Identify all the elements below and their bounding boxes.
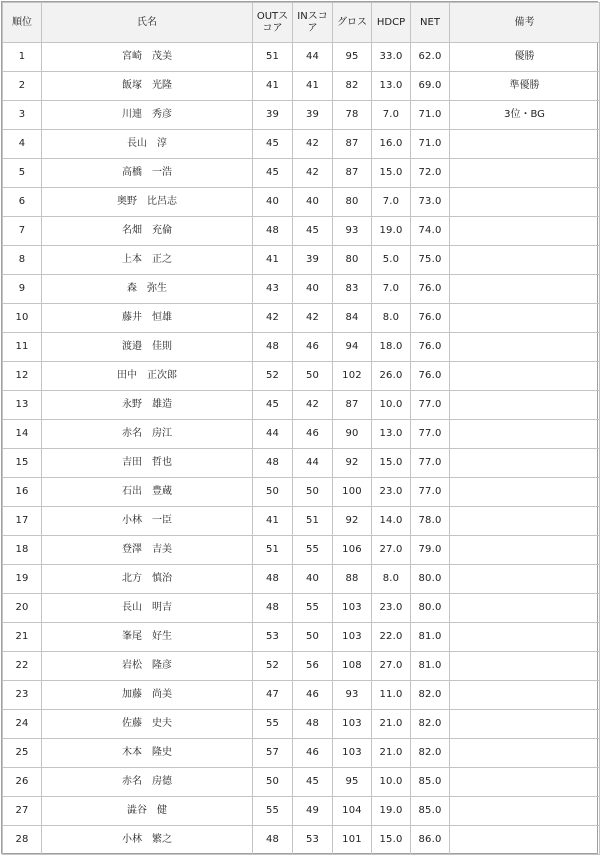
out-score-cell: 44 [253,420,293,449]
hdcp-cell: 15.0 [372,159,411,188]
net-cell: 77.0 [411,449,450,478]
in-score-cell: 56 [293,652,333,681]
gross-cell: 83 [333,275,372,304]
gross-cell: 95 [333,43,372,72]
note-cell [450,536,600,565]
note-cell [450,565,600,594]
name-cell: 赤名 房德 [42,768,253,797]
in-score-cell: 42 [293,130,333,159]
in-score-cell: 44 [293,449,333,478]
net-cell: 76.0 [411,275,450,304]
hdcp-cell: 8.0 [372,304,411,333]
net-cell: 81.0 [411,652,450,681]
in-score-cell: 39 [293,246,333,275]
gross-cell: 95 [333,768,372,797]
note-cell [450,246,600,275]
note-cell [450,826,600,855]
gross-cell: 93 [333,681,372,710]
name-cell: 佐藤 史夫 [42,710,253,739]
rank-cell: 28 [3,826,42,855]
name-cell: 北方 慎治 [42,565,253,594]
note-cell: 準優勝 [450,72,600,101]
gross-cell: 92 [333,449,372,478]
table-row [3,652,600,681]
name-cell: 田中 正次郎 [42,362,253,391]
table-row [3,275,600,304]
table-row [3,304,600,333]
in-score-cell: 51 [293,507,333,536]
net-cell: 85.0 [411,768,450,797]
in-score-cell: 46 [293,333,333,362]
net-cell: 71.0 [411,101,450,130]
header-gross: グロス [333,3,372,43]
table-row [3,797,600,826]
net-cell: 74.0 [411,217,450,246]
hdcp-cell: 13.0 [372,72,411,101]
gross-cell: 94 [333,333,372,362]
name-cell: 加藤 尚美 [42,681,253,710]
gross-cell: 103 [333,710,372,739]
hdcp-cell: 5.0 [372,246,411,275]
name-cell: 高橋 一浩 [42,159,253,188]
note-cell [450,333,600,362]
header-rank: 順位 [3,3,42,43]
rank-cell: 22 [3,652,42,681]
net-cell: 82.0 [411,739,450,768]
name-cell: 長山 明吉 [42,594,253,623]
in-score-cell: 46 [293,681,333,710]
gross-cell: 108 [333,652,372,681]
rank-cell: 17 [3,507,42,536]
note-cell [450,710,600,739]
out-score-cell: 41 [253,246,293,275]
out-score-cell: 48 [253,594,293,623]
header-name: 氏名 [42,3,253,43]
rank-cell: 23 [3,681,42,710]
note-cell [450,507,600,536]
note-cell [450,159,600,188]
rank-cell: 8 [3,246,42,275]
table-row [3,449,600,478]
hdcp-cell: 15.0 [372,449,411,478]
gross-cell: 88 [333,565,372,594]
name-cell: 渡邉 佳則 [42,333,253,362]
gross-cell: 103 [333,594,372,623]
net-cell: 71.0 [411,130,450,159]
hdcp-cell: 21.0 [372,710,411,739]
in-score-cell: 50 [293,362,333,391]
note-cell [450,130,600,159]
net-cell: 77.0 [411,420,450,449]
out-score-cell: 47 [253,681,293,710]
in-score-cell: 42 [293,391,333,420]
in-score-cell: 42 [293,304,333,333]
header-net: NET [411,3,450,43]
rank-cell: 26 [3,768,42,797]
in-score-cell: 45 [293,217,333,246]
in-score-cell: 45 [293,768,333,797]
gross-cell: 87 [333,159,372,188]
gross-cell: 104 [333,797,372,826]
rank-cell: 13 [3,391,42,420]
in-score-cell: 49 [293,797,333,826]
in-score-cell: 40 [293,188,333,217]
table-row [3,507,600,536]
name-cell: 木本 隆史 [42,739,253,768]
note-cell [450,275,600,304]
out-score-cell: 40 [253,188,293,217]
table-row [3,826,600,855]
out-score-cell: 48 [253,449,293,478]
hdcp-cell: 10.0 [372,391,411,420]
hdcp-cell: 13.0 [372,420,411,449]
table-row [3,594,600,623]
hdcp-cell: 14.0 [372,507,411,536]
gross-cell: 90 [333,420,372,449]
hdcp-cell: 27.0 [372,536,411,565]
gross-cell: 87 [333,391,372,420]
net-cell: 82.0 [411,710,450,739]
note-cell [450,594,600,623]
table-row [3,159,600,188]
out-score-cell: 50 [253,768,293,797]
rank-cell: 21 [3,623,42,652]
header-out-score: OUTスコア [253,3,293,43]
name-cell: 永野 雄造 [42,391,253,420]
gross-cell: 101 [333,826,372,855]
out-score-cell: 52 [253,362,293,391]
net-cell: 80.0 [411,565,450,594]
name-cell: 石出 豊蔵 [42,478,253,507]
net-cell: 81.0 [411,623,450,652]
rank-cell: 25 [3,739,42,768]
table-row [3,681,600,710]
hdcp-cell: 33.0 [372,43,411,72]
rank-cell: 7 [3,217,42,246]
name-cell: 飯塚 光隆 [42,72,253,101]
gross-cell: 92 [333,507,372,536]
table-row [3,72,600,101]
hdcp-cell: 10.0 [372,768,411,797]
out-score-cell: 51 [253,43,293,72]
name-cell: 上本 正之 [42,246,253,275]
net-cell: 79.0 [411,536,450,565]
gross-cell: 80 [333,246,372,275]
name-cell: 奥野 比呂志 [42,188,253,217]
out-score-cell: 42 [253,304,293,333]
table-row [3,478,600,507]
note-cell: 3位・BG [450,101,600,130]
name-cell: 峯尾 好生 [42,623,253,652]
table-body [3,43,600,855]
note-cell [450,362,600,391]
out-score-cell: 52 [253,652,293,681]
rank-cell: 6 [3,188,42,217]
name-cell: 名畑 充倫 [42,217,253,246]
table-row [3,623,600,652]
out-score-cell: 50 [253,478,293,507]
gross-cell: 87 [333,130,372,159]
in-score-cell: 55 [293,536,333,565]
out-score-cell: 57 [253,739,293,768]
in-score-cell: 53 [293,826,333,855]
rank-cell: 3 [3,101,42,130]
gross-cell: 103 [333,739,372,768]
rank-cell: 14 [3,420,42,449]
in-score-cell: 42 [293,159,333,188]
rank-cell: 24 [3,710,42,739]
name-cell: 澁谷 健 [42,797,253,826]
results-table [2,2,600,855]
net-cell: 80.0 [411,594,450,623]
table-row [3,768,600,797]
hdcp-cell: 23.0 [372,594,411,623]
note-cell [450,623,600,652]
name-cell: 吉田 哲也 [42,449,253,478]
name-cell: 長山 淳 [42,130,253,159]
name-cell: 小林 繁之 [42,826,253,855]
gross-cell: 106 [333,536,372,565]
note-cell [450,449,600,478]
rank-cell: 18 [3,536,42,565]
gross-cell: 103 [333,623,372,652]
hdcp-cell: 16.0 [372,130,411,159]
net-cell: 78.0 [411,507,450,536]
name-cell: 藤井 恒雄 [42,304,253,333]
table-header [3,3,600,43]
table-row [3,101,600,130]
net-cell: 77.0 [411,478,450,507]
note-cell [450,420,600,449]
hdcp-cell: 19.0 [372,797,411,826]
net-cell: 72.0 [411,159,450,188]
rank-cell: 15 [3,449,42,478]
net-cell: 77.0 [411,391,450,420]
name-cell: 赤名 房江 [42,420,253,449]
note-cell [450,391,600,420]
note-cell [450,478,600,507]
in-score-cell: 50 [293,478,333,507]
hdcp-cell: 7.0 [372,275,411,304]
gross-cell: 102 [333,362,372,391]
net-cell: 76.0 [411,304,450,333]
out-score-cell: 41 [253,72,293,101]
note-cell [450,188,600,217]
table-row [3,188,600,217]
hdcp-cell: 8.0 [372,565,411,594]
out-score-cell: 45 [253,159,293,188]
name-cell: 宮崎 茂美 [42,43,253,72]
rank-cell: 11 [3,333,42,362]
gross-cell: 78 [333,101,372,130]
table-row [3,217,600,246]
note-cell [450,768,600,797]
table-row [3,43,600,72]
in-score-cell: 46 [293,739,333,768]
rank-cell: 5 [3,159,42,188]
table-row [3,362,600,391]
name-cell: 森 弥生 [42,275,253,304]
table-row [3,391,600,420]
hdcp-cell: 21.0 [372,739,411,768]
net-cell: 86.0 [411,826,450,855]
rank-cell: 16 [3,478,42,507]
table-row [3,536,600,565]
hdcp-cell: 26.0 [372,362,411,391]
hdcp-cell: 18.0 [372,333,411,362]
header-note: 備考 [450,3,600,43]
note-cell [450,652,600,681]
table-row [3,739,600,768]
gross-cell: 84 [333,304,372,333]
rank-cell: 19 [3,565,42,594]
hdcp-cell: 7.0 [372,188,411,217]
header-in-score: INスコア [293,3,333,43]
in-score-cell: 48 [293,710,333,739]
note-cell [450,739,600,768]
rank-cell: 12 [3,362,42,391]
rank-cell: 27 [3,797,42,826]
net-cell: 73.0 [411,188,450,217]
out-score-cell: 45 [253,391,293,420]
note-cell [450,304,600,333]
table-row [3,565,600,594]
net-cell: 82.0 [411,681,450,710]
net-cell: 76.0 [411,333,450,362]
hdcp-cell: 27.0 [372,652,411,681]
name-cell: 川連 秀彦 [42,101,253,130]
rank-cell: 1 [3,43,42,72]
name-cell: 小林 一臣 [42,507,253,536]
gross-cell: 80 [333,188,372,217]
note-cell: 優勝 [450,43,600,72]
net-cell: 76.0 [411,362,450,391]
in-score-cell: 44 [293,43,333,72]
hdcp-cell: 22.0 [372,623,411,652]
gross-cell: 100 [333,478,372,507]
rank-cell: 20 [3,594,42,623]
out-score-cell: 55 [253,710,293,739]
name-cell: 登澤 吉美 [42,536,253,565]
gross-cell: 93 [333,217,372,246]
header-hdcp: HDCP [372,3,411,43]
in-score-cell: 41 [293,72,333,101]
in-score-cell: 55 [293,594,333,623]
hdcp-cell: 23.0 [372,478,411,507]
hdcp-cell: 15.0 [372,826,411,855]
net-cell: 62.0 [411,43,450,72]
gross-cell: 82 [333,72,372,101]
hdcp-cell: 11.0 [372,681,411,710]
out-score-cell: 45 [253,130,293,159]
net-cell: 69.0 [411,72,450,101]
net-cell: 75.0 [411,246,450,275]
rank-cell: 2 [3,72,42,101]
out-score-cell: 48 [253,217,293,246]
out-score-cell: 41 [253,507,293,536]
out-score-cell: 48 [253,826,293,855]
out-score-cell: 48 [253,333,293,362]
table-row [3,130,600,159]
in-score-cell: 46 [293,420,333,449]
in-score-cell: 40 [293,275,333,304]
table-row [3,246,600,275]
rank-cell: 9 [3,275,42,304]
out-score-cell: 53 [253,623,293,652]
out-score-cell: 51 [253,536,293,565]
rank-cell: 4 [3,130,42,159]
in-score-cell: 39 [293,101,333,130]
table-row [3,420,600,449]
out-score-cell: 43 [253,275,293,304]
header-row [3,3,600,43]
out-score-cell: 39 [253,101,293,130]
note-cell [450,797,600,826]
table-row [3,333,600,362]
results-table-container [1,1,598,854]
hdcp-cell: 19.0 [372,217,411,246]
in-score-cell: 50 [293,623,333,652]
note-cell [450,217,600,246]
net-cell: 85.0 [411,797,450,826]
table-row [3,710,600,739]
note-cell [450,681,600,710]
out-score-cell: 48 [253,565,293,594]
in-score-cell: 40 [293,565,333,594]
rank-cell: 10 [3,304,42,333]
out-score-cell: 55 [253,797,293,826]
name-cell: 岩松 隆彦 [42,652,253,681]
hdcp-cell: 7.0 [372,101,411,130]
